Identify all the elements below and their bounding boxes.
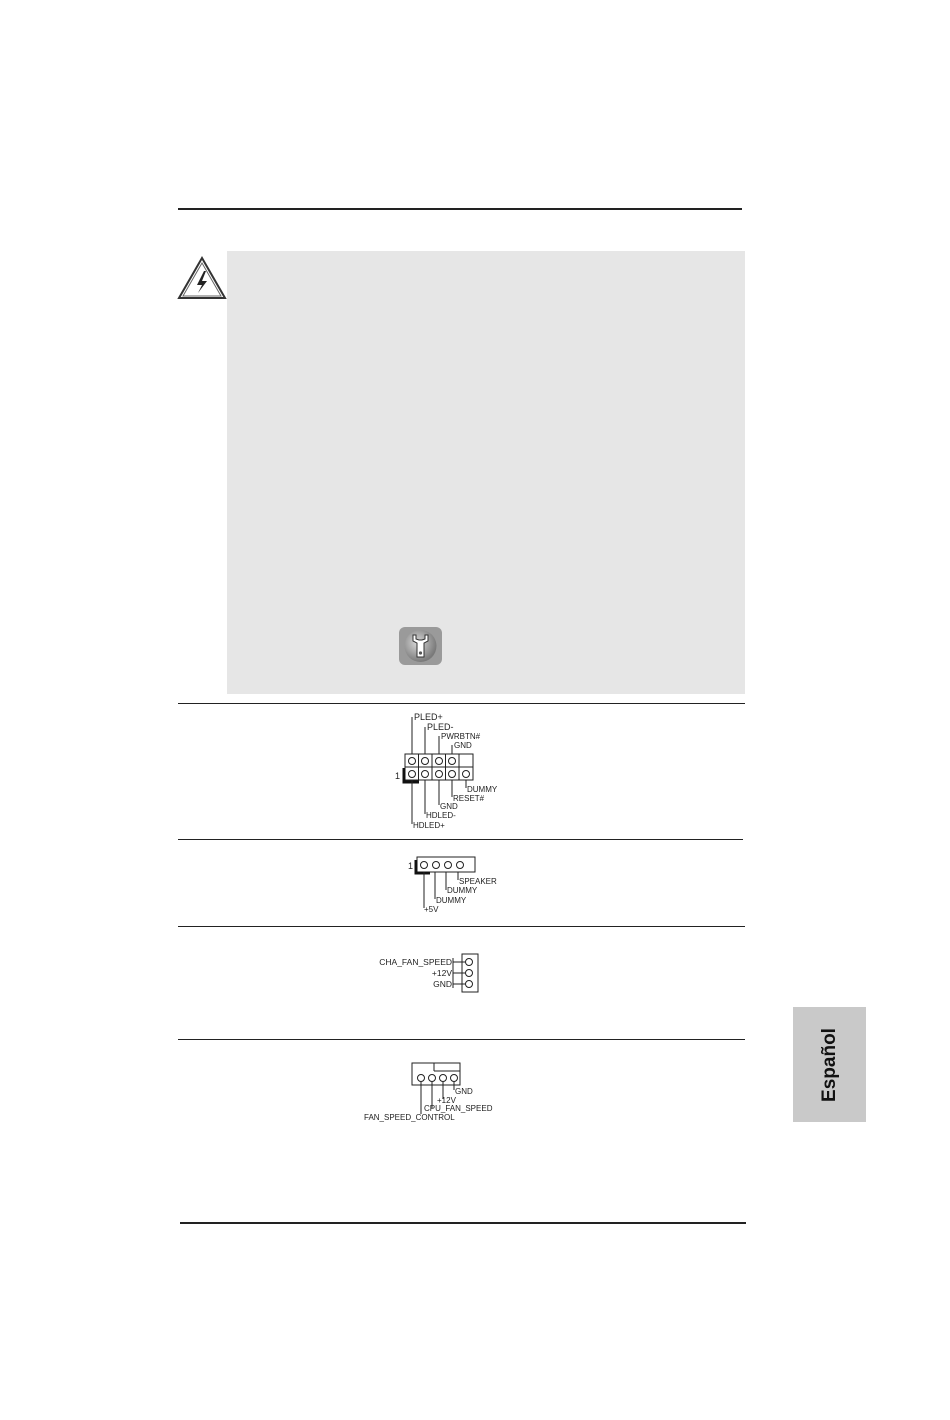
section-rule-2: [178, 839, 743, 840]
pin-label-hdled-plus: HDLED+: [413, 821, 445, 830]
warning-note-panel: [227, 251, 745, 694]
cpu-fan-connector-diagram: [362, 1060, 494, 1126]
pin-label-pled-minus: PLED-: [427, 722, 454, 732]
pin-label-dummy-1: DUMMY: [447, 886, 478, 895]
section-rule-4: [178, 1039, 745, 1040]
pin-label-hdled-minus: HDLED-: [426, 811, 456, 820]
pin-label-cpu-12v: +12V: [437, 1096, 456, 1105]
pin-label-gnd-bottom: GND: [440, 802, 458, 811]
pin-label-fan-speed-control: FAN_SPEED_CONTROL: [364, 1113, 455, 1122]
pin-label-cpu-fan-speed: CPU_FAN_SPEED: [424, 1104, 493, 1113]
footer-rule: [180, 1222, 746, 1224]
chassis-fan-connector-diagram: [378, 952, 482, 996]
pin-label-reset: RESET#: [453, 794, 485, 803]
language-side-tab: [793, 1007, 866, 1122]
header-rule: [178, 208, 742, 210]
speaker-pin1-label: 1: [408, 861, 414, 871]
language-tab-label: Español: [818, 1027, 840, 1102]
chassis-speaker-header-diagram: [408, 854, 500, 916]
pin1-label: 1: [395, 771, 401, 781]
wrench-tool-icon: [398, 626, 443, 666]
pin-label-cha-12v: +12V: [431, 968, 452, 978]
pin-label-pled-plus: PLED+: [414, 712, 443, 722]
pin-label-cha-gnd: GND: [433, 979, 452, 989]
section-rule-1: [178, 703, 745, 704]
pin-label-dummy: DUMMY: [467, 785, 498, 794]
pin-label-cha-fan-speed: CHA_FAN_SPEED: [379, 957, 452, 967]
pin-label-gnd-top: GND: [454, 741, 472, 750]
pin-label-dummy-2: DUMMY: [436, 896, 467, 905]
system-panel-header-diagram: [395, 708, 500, 833]
section-rule-3: [178, 926, 745, 927]
warning-triangle-icon: [176, 255, 228, 301]
pin-label-cpu-gnd: GND: [455, 1087, 473, 1096]
pin-label-5v: +5V: [424, 905, 439, 914]
pin-label-pwrbtn: PWRBTN#: [441, 732, 481, 741]
pin-label-speaker: SPEAKER: [459, 877, 497, 886]
